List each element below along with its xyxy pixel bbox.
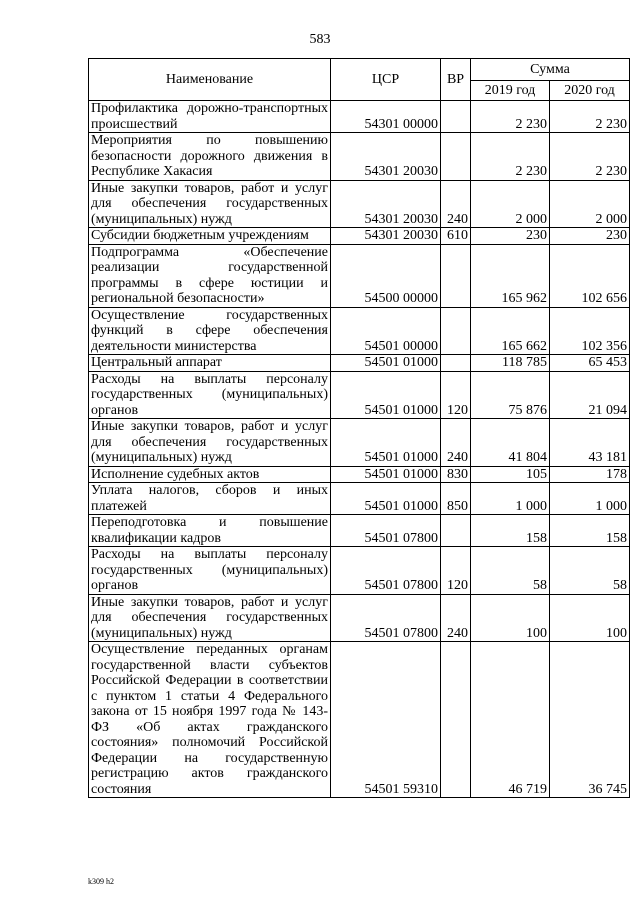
row-sum-2019: 58 — [471, 547, 550, 595]
row-vr: 830 — [441, 466, 471, 483]
footer-code: k309 h2 — [88, 877, 114, 886]
row-vr: 610 — [441, 228, 471, 245]
row-sum-2020: 100 — [550, 594, 630, 642]
header-2019: 2019 год — [471, 81, 550, 101]
row-sum-2019: 2 230 — [471, 101, 550, 133]
row-vr — [441, 515, 471, 547]
table-row — [89, 244, 630, 307]
row-sum-2019: 165 962 — [471, 244, 550, 307]
row-csr: 54501 07800 — [331, 594, 441, 642]
row-sum-2020: 1 000 — [550, 483, 630, 515]
row-csr: 54501 01000 — [331, 466, 441, 483]
table-row — [89, 101, 630, 133]
row-sum-2019: 230 — [471, 228, 550, 245]
row-vr: 240 — [441, 180, 471, 228]
row-sum-2020: 43 181 — [550, 419, 630, 467]
row-name: Иные закупки товаров, работ и услуг для обеспечения государственных (муниципальных) нужд — [89, 419, 331, 467]
table-row — [89, 515, 630, 547]
header-csr: ЦСР — [331, 59, 441, 101]
row-sum-2019: 158 — [471, 515, 550, 547]
row-sum-2020: 102 356 — [550, 307, 630, 355]
row-sum-2019: 75 876 — [471, 371, 550, 419]
header-2020: 2020 год — [550, 81, 630, 101]
budget-table — [88, 58, 630, 798]
table-row — [89, 180, 630, 228]
row-vr — [441, 307, 471, 355]
table-row — [89, 547, 630, 595]
row-sum-2020: 58 — [550, 547, 630, 595]
row-sum-2020: 230 — [550, 228, 630, 245]
table-row — [89, 371, 630, 419]
row-sum-2020: 102 656 — [550, 244, 630, 307]
row-csr: 54301 20030 — [331, 133, 441, 181]
page-number: 583 — [309, 32, 331, 47]
row-sum-2019: 118 785 — [471, 355, 550, 372]
row-sum-2020: 158 — [550, 515, 630, 547]
header-name: Наименование — [89, 59, 331, 101]
table-row — [89, 133, 630, 181]
row-sum-2019: 41 804 — [471, 419, 550, 467]
row-sum-2019: 46 719 — [471, 642, 550, 798]
row-name: Профилактика дорожно-транспортных происшествий — [89, 101, 331, 133]
table-row — [89, 307, 630, 355]
table-row — [89, 419, 630, 467]
row-sum-2020: 65 453 — [550, 355, 630, 372]
row-sum-2019: 1 000 — [471, 483, 550, 515]
row-name: Центральный аппарат — [89, 355, 331, 372]
row-csr: 54301 20030 — [331, 228, 441, 245]
row-vr: 120 — [441, 371, 471, 419]
row-sum-2020: 2 230 — [550, 133, 630, 181]
row-vr: 850 — [441, 483, 471, 515]
row-csr: 54501 01000 — [331, 355, 441, 372]
row-csr: 54501 59310 — [331, 642, 441, 798]
table-row — [89, 642, 630, 798]
row-vr: 240 — [441, 419, 471, 467]
row-vr — [441, 101, 471, 133]
row-sum-2020: 36 745 — [550, 642, 630, 798]
row-name: Субсидии бюджетным учреждениям — [89, 228, 331, 245]
row-sum-2020: 178 — [550, 466, 630, 483]
row-name: Иные закупки товаров, работ и услуг для обеспечения государственных (муниципальных) нужд — [89, 180, 331, 228]
row-csr: 54500 00000 — [331, 244, 441, 307]
row-name: Осуществление государственных функций в сфере обеспечения деятельности министерства — [89, 307, 331, 355]
row-name: Расходы на выплаты персоналу государственных (муниципальных) органов — [89, 547, 331, 595]
row-name: Подпрограмма «Обеспечение реализации государственной программы в сфере юстиции и региональной безопасности» — [89, 244, 331, 307]
row-name: Мероприятия по повышению безопасности дорожного движения в Республике Хакасия — [89, 133, 331, 181]
row-name: Исполнение судебных актов — [89, 466, 331, 483]
table-row — [89, 466, 630, 483]
row-sum-2020: 2 000 — [550, 180, 630, 228]
row-sum-2019: 100 — [471, 594, 550, 642]
table-row — [89, 228, 630, 245]
row-csr: 54501 00000 — [331, 307, 441, 355]
row-sum-2019: 105 — [471, 466, 550, 483]
row-name: Расходы на выплаты персоналу государственных (муниципальных) органов — [89, 371, 331, 419]
table-row — [89, 483, 630, 515]
row-csr: 54301 00000 — [331, 101, 441, 133]
row-name: Иные закупки товаров, работ и услуг для обеспечения государственных (муниципальных) нужд — [89, 594, 331, 642]
row-vr — [441, 244, 471, 307]
row-sum-2019: 165 662 — [471, 307, 550, 355]
row-vr — [441, 133, 471, 181]
header-vr: ВР — [441, 59, 471, 101]
row-name: Переподготовка и повышение квалификации кадров — [89, 515, 331, 547]
row-vr: 240 — [441, 594, 471, 642]
row-csr: 54301 20030 — [331, 180, 441, 228]
row-sum-2019: 2 000 — [471, 180, 550, 228]
table-row — [89, 355, 630, 372]
row-csr: 54501 01000 — [331, 483, 441, 515]
row-name: Уплата налогов, сборов и иных платежей — [89, 483, 331, 515]
row-csr: 54501 01000 — [331, 419, 441, 467]
row-name: Осуществление переданных органам государственной власти субъектов Российской Федерации в соответствии с пунктом 1 статьи 4 Федерального закона от 15 ноября 1997 года № 143-ФЗ «Об актах гражданского состояния» полномочий Российской Федерации на государственную регистрацию актов гражданского состояния — [89, 642, 331, 798]
row-csr: 54501 07800 — [331, 515, 441, 547]
row-csr: 54501 01000 — [331, 371, 441, 419]
row-sum-2019: 2 230 — [471, 133, 550, 181]
row-csr: 54501 07800 — [331, 547, 441, 595]
table-row — [89, 594, 630, 642]
table-body — [89, 101, 630, 798]
row-sum-2020: 21 094 — [550, 371, 630, 419]
row-sum-2020: 2 230 — [550, 101, 630, 133]
row-vr — [441, 355, 471, 372]
header-sum: Сумма — [471, 59, 630, 81]
row-vr: 120 — [441, 547, 471, 595]
row-vr — [441, 642, 471, 798]
